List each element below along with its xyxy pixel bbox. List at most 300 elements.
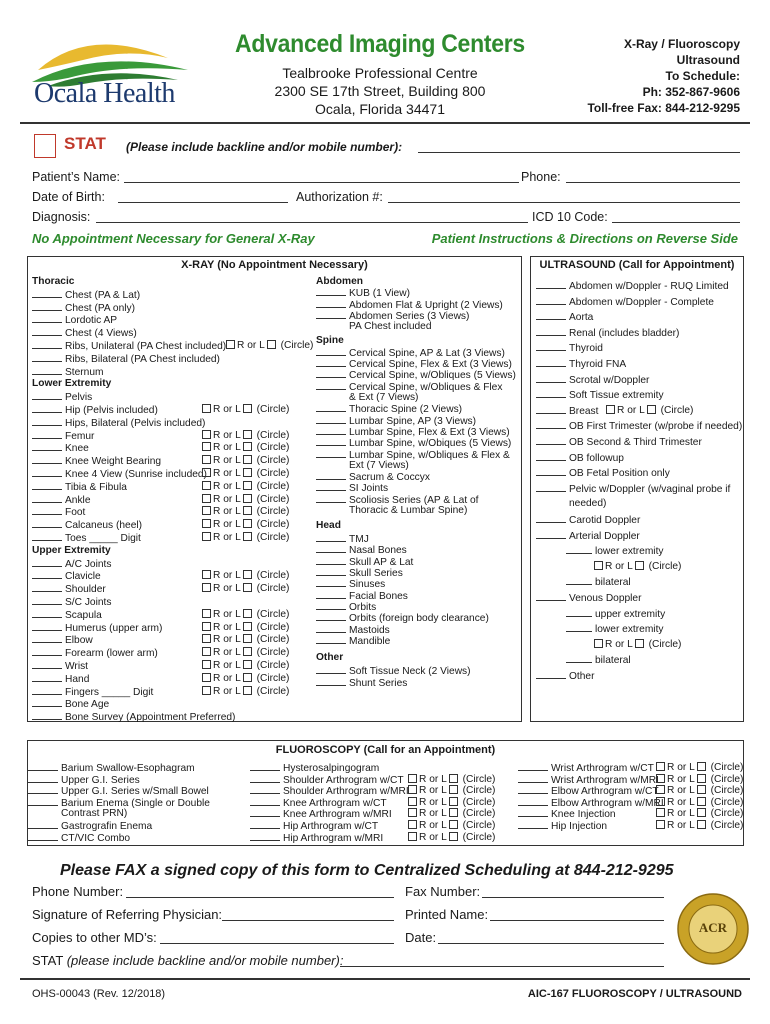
left-checkbox[interactable]	[243, 673, 252, 682]
order-item-label: Lordotic AP	[65, 315, 118, 327]
order-checkline[interactable]	[250, 832, 280, 841]
left-checkbox[interactable]	[243, 506, 252, 515]
order-checkline[interactable]	[316, 310, 346, 319]
order-item	[32, 442, 89, 455]
order-checkline[interactable]	[316, 403, 346, 412]
order-item-label: Thoracic Spine (2 Views)	[349, 404, 463, 416]
order-item-label: Lumbar Spine, AP (3 Views)	[349, 415, 477, 427]
order-checkline[interactable]	[32, 404, 62, 413]
form-name: AIC-167 FLUOROSCOPY / ULTRASOUND	[527, 988, 742, 1000]
left-checkbox[interactable]	[243, 634, 252, 643]
left-checkbox[interactable]	[243, 468, 252, 477]
order-checkline[interactable]	[28, 820, 58, 829]
left-checkbox[interactable]	[635, 561, 644, 570]
right-checkbox[interactable]	[594, 561, 603, 570]
fax-instructions: Please FAX a signed copy of this form to Centralized Scheduling at 844-212-9295	[60, 862, 674, 879]
order-checkline[interactable]	[32, 634, 62, 643]
order-checkline[interactable]	[536, 452, 566, 461]
left-checkbox[interactable]	[243, 686, 252, 695]
order-checkline[interactable]	[316, 482, 346, 491]
order-item-label: Knee 4 View (Sunrise included)	[65, 469, 207, 480]
date-field[interactable]	[438, 943, 664, 944]
order-item-label: Carotid Doppler	[569, 515, 641, 526]
right-checkbox[interactable]	[202, 660, 211, 669]
order-item-label: Femur	[65, 430, 95, 442]
order-item-label: Abdomen Series (3 Views)	[349, 310, 470, 322]
order-checkline[interactable]	[32, 570, 62, 579]
order-checkline[interactable]	[32, 289, 62, 298]
order-checkline[interactable]	[536, 670, 566, 679]
order-checkline[interactable]	[316, 567, 346, 576]
order-checkline[interactable]	[566, 576, 592, 585]
order-checkline[interactable]	[316, 533, 346, 542]
left-checkbox[interactable]	[449, 785, 458, 794]
order-checkline[interactable]	[32, 596, 62, 605]
left-checkbox[interactable]	[243, 660, 252, 669]
order-item-label: Nasal Bones	[349, 545, 407, 557]
left-checkbox[interactable]	[697, 762, 706, 771]
order-item	[536, 311, 593, 324]
order-item-label: Pelvis	[65, 392, 93, 404]
order-checkline[interactable]	[316, 381, 346, 390]
left-checkbox[interactable]	[697, 808, 706, 817]
phone-number-label: Phone Number:	[32, 884, 124, 899]
order-checkline[interactable]	[316, 415, 346, 424]
order-item	[536, 327, 679, 340]
order-checkline[interactable]	[566, 545, 592, 554]
order-checkline[interactable]	[536, 280, 566, 289]
side-label: R or L	[213, 519, 241, 531]
order-item	[536, 514, 640, 527]
order-item	[536, 592, 642, 605]
order-item	[32, 391, 92, 404]
order-item	[536, 436, 702, 449]
diagnosis-field[interactable]	[96, 222, 528, 223]
section-other: Other	[316, 652, 344, 664]
phone-field[interactable]	[566, 182, 740, 183]
order-item	[32, 327, 137, 340]
order-item-label: Knee Weight Bearing	[65, 456, 162, 468]
order-checkline[interactable]	[250, 797, 280, 806]
side-selector	[202, 519, 289, 530]
right-checkbox[interactable]	[202, 430, 211, 439]
order-checkline[interactable]	[32, 353, 62, 362]
order-checkline[interactable]	[536, 311, 566, 320]
right-checkbox[interactable]	[202, 481, 211, 490]
left-checkbox[interactable]	[243, 430, 252, 439]
order-item	[566, 545, 664, 558]
right-checkbox[interactable]	[202, 455, 211, 464]
order-item-label: Shunt Series	[349, 677, 408, 689]
left-checkbox[interactable]	[267, 340, 276, 349]
circle-label: (Circle)	[253, 570, 290, 582]
authorization-field[interactable]	[388, 202, 740, 203]
order-checkline[interactable]	[32, 417, 62, 426]
order-checkline[interactable]	[250, 785, 280, 794]
order-item	[32, 506, 85, 519]
order-item-label: Cervical Spine, w/Obliques & Flex	[349, 381, 503, 393]
order-checkline[interactable]	[518, 762, 548, 771]
order-item	[566, 576, 631, 589]
order-item-label: Forearm (lower arm)	[65, 648, 158, 660]
order-item-label: Toes _____ Digit	[65, 533, 141, 544]
order-checkline[interactable]	[32, 583, 62, 592]
order-checkline[interactable]	[32, 558, 62, 567]
order-checkline[interactable]	[316, 358, 346, 367]
circle-label: (Circle)	[253, 442, 290, 454]
section-head: Head	[316, 520, 341, 532]
order-checkline[interactable]	[518, 785, 548, 794]
right-checkbox[interactable]	[202, 583, 211, 592]
right-checkbox[interactable]	[202, 673, 211, 682]
order-item	[32, 570, 101, 583]
circle-label: (Circle)	[253, 455, 290, 467]
order-checkline[interactable]	[518, 820, 548, 829]
circle-label: (Circle)	[253, 480, 290, 492]
right-checkbox[interactable]	[408, 820, 417, 829]
order-checkline[interactable]	[536, 342, 566, 351]
side-selector	[594, 561, 681, 572]
right-checkbox[interactable]	[656, 785, 665, 794]
right-checkbox[interactable]	[202, 686, 211, 695]
side-label: R or L	[667, 762, 695, 773]
side-selector	[202, 506, 289, 517]
side-selector	[202, 481, 289, 492]
fax-number-field[interactable]	[482, 897, 664, 898]
order-checkline[interactable]	[316, 437, 346, 446]
order-checkline[interactable]	[536, 592, 566, 601]
order-checkline[interactable]	[536, 374, 566, 383]
order-checkline[interactable]	[32, 314, 62, 323]
left-checkbox[interactable]	[243, 647, 252, 656]
side-selector	[202, 468, 289, 479]
order-item-label: Fingers _____ Digit	[65, 686, 154, 698]
order-checkline[interactable]	[536, 358, 566, 367]
side-label: R or L	[213, 608, 241, 620]
order-checkline[interactable]	[32, 391, 62, 400]
order-checkline[interactable]	[32, 711, 62, 720]
order-item-label: Renal (includes bladder)	[569, 327, 680, 339]
order-item	[32, 468, 207, 481]
right-checkbox[interactable]	[408, 797, 417, 806]
order-checkline[interactable]	[32, 468, 62, 477]
right-checkbox[interactable]	[202, 622, 211, 631]
right-checkbox[interactable]	[606, 405, 615, 414]
order-checkline[interactable]	[536, 420, 566, 429]
order-item	[536, 342, 603, 355]
left-checkbox[interactable]	[243, 442, 252, 451]
order-item-label: Skull Series	[349, 568, 403, 579]
order-checkline[interactable]	[316, 544, 346, 553]
left-checkbox[interactable]	[449, 832, 458, 841]
order-checkline[interactable]	[536, 405, 566, 414]
right-checkbox[interactable]	[656, 820, 665, 829]
order-checkline[interactable]	[316, 677, 346, 686]
order-checkline[interactable]	[32, 430, 62, 439]
order-item-label: OB First Trimester (w/probe if needed)	[569, 421, 743, 433]
order-item	[316, 505, 467, 517]
left-checkbox[interactable]	[697, 820, 706, 829]
circle-label: (Circle)	[707, 796, 744, 808]
side-label: R or L	[213, 570, 241, 582]
order-checkline[interactable]	[28, 797, 58, 806]
order-checkline[interactable]	[316, 369, 346, 378]
order-checkline[interactable]	[28, 774, 58, 783]
left-checkbox[interactable]	[243, 622, 252, 631]
order-checkline[interactable]	[536, 467, 566, 476]
order-checkline[interactable]	[566, 654, 592, 663]
side-label: R or L	[605, 638, 633, 650]
order-checkline[interactable]	[32, 673, 62, 682]
left-checkbox[interactable]	[243, 583, 252, 592]
left-checkbox[interactable]	[449, 820, 458, 829]
left-checkbox[interactable]	[697, 797, 706, 806]
order-checkline[interactable]	[316, 287, 346, 296]
order-item-label: Arterial Doppler	[569, 530, 640, 542]
left-checkbox[interactable]	[449, 774, 458, 783]
order-checkline[interactable]	[32, 609, 62, 618]
order-item-label: Thoracic & Lumbar Spine)	[349, 505, 468, 516]
right-checkbox[interactable]	[226, 340, 235, 349]
order-checkline[interactable]	[250, 762, 280, 771]
left-checkbox[interactable]	[243, 519, 252, 528]
order-checkline[interactable]	[316, 449, 346, 458]
order-checkline[interactable]	[536, 530, 566, 539]
order-checkline[interactable]	[32, 647, 62, 656]
right-checkbox[interactable]	[202, 532, 211, 541]
right-checkbox[interactable]	[202, 519, 211, 528]
order-checkline[interactable]	[566, 623, 592, 632]
right-checkbox[interactable]	[202, 570, 211, 579]
right-checkbox[interactable]	[408, 785, 417, 794]
circle-label: (Circle)	[253, 608, 290, 620]
left-checkbox[interactable]	[449, 808, 458, 817]
order-checkline[interactable]	[316, 612, 346, 621]
order-checkline[interactable]	[32, 622, 62, 631]
order-checkline[interactable]	[32, 698, 62, 707]
signature-field[interactable]	[222, 920, 394, 921]
left-checkbox[interactable]	[243, 609, 252, 618]
circle-label: (Circle)	[645, 560, 682, 572]
order-checkline[interactable]	[28, 832, 58, 841]
left-checkbox[interactable]	[635, 639, 644, 648]
order-checkline[interactable]	[250, 820, 280, 829]
order-item-label: Hand	[65, 673, 90, 685]
order-checkline[interactable]	[316, 624, 346, 633]
order-item-label: OB Second & Third Trimester	[569, 437, 702, 448]
circle-label: (Circle)	[459, 808, 496, 820]
order-item-label: Sinuses	[349, 579, 386, 591]
order-checkline[interactable]	[32, 455, 62, 464]
order-item-label: Humerus (upper arm)	[65, 622, 163, 634]
order-item-label: Ankle	[65, 494, 91, 506]
order-checkline[interactable]	[316, 299, 346, 308]
order-item	[536, 389, 664, 402]
patient-name-field[interactable]	[124, 182, 519, 183]
right-checkbox[interactable]	[202, 442, 211, 451]
order-checkline[interactable]	[32, 519, 62, 528]
side-label: R or L	[213, 660, 241, 671]
circle-label: (Circle)	[459, 796, 496, 808]
order-checkline[interactable]	[316, 471, 346, 480]
left-checkbox[interactable]	[243, 404, 252, 413]
left-checkbox[interactable]	[243, 481, 252, 490]
side-selector	[202, 455, 289, 466]
order-item	[536, 467, 670, 480]
order-checkline[interactable]	[32, 327, 62, 336]
order-item-label: Soft Tissue Neck (2 Views)	[349, 665, 471, 677]
dob-field[interactable]	[118, 202, 288, 203]
order-checkline[interactable]	[518, 797, 548, 806]
side-selector	[226, 340, 313, 351]
order-checkline[interactable]	[32, 442, 62, 451]
right-checkbox[interactable]	[656, 797, 665, 806]
order-item-label: Lumbar Spine, Flex & Ext (3 Views)	[349, 426, 510, 438]
right-checkbox[interactable]	[202, 634, 211, 643]
order-checkline[interactable]	[536, 296, 566, 305]
order-checkline[interactable]	[536, 327, 566, 336]
order-item-label: Sternum	[65, 366, 104, 378]
left-checkbox[interactable]	[243, 494, 252, 503]
right-checkbox[interactable]	[408, 774, 417, 783]
order-checkline[interactable]	[32, 481, 62, 490]
order-checkline[interactable]	[32, 302, 62, 311]
order-item-label: KUB (1 View)	[349, 288, 410, 300]
order-checkline[interactable]	[316, 556, 346, 565]
left-checkbox[interactable]	[243, 455, 252, 464]
stat-number-field[interactable]	[418, 152, 740, 153]
order-item-label: Chest (4 Views)	[65, 328, 137, 340]
order-item	[32, 596, 111, 609]
no-appointment-notice: No Appointment Necessary for General X-Ray	[32, 231, 315, 246]
right-checkbox[interactable]	[656, 808, 665, 817]
circle-label: (Circle)	[253, 621, 290, 633]
order-item-label: Orbits (foreign body clearance)	[349, 613, 489, 625]
order-checkline[interactable]	[316, 601, 346, 610]
right-checkbox[interactable]	[656, 762, 665, 771]
order-checkline[interactable]	[316, 347, 346, 356]
left-checkbox[interactable]	[243, 570, 252, 579]
circle-label: (Circle)	[277, 340, 314, 351]
footer-divider	[20, 978, 750, 980]
order-checkline[interactable]	[28, 762, 58, 771]
order-item-label: Cervical Spine, Flex & Ext (3 Views)	[349, 359, 512, 371]
stat-checkbox[interactable]	[34, 134, 56, 158]
circle-label: (Circle)	[253, 506, 290, 518]
order-checkline[interactable]	[536, 514, 566, 523]
order-checkline[interactable]	[32, 366, 62, 375]
stat-label: STAT	[64, 134, 106, 153]
phone-label: Phone:	[521, 170, 561, 184]
order-item	[32, 353, 220, 366]
dob-label: Date of Birth:	[32, 190, 105, 204]
printed-name-field[interactable]	[490, 920, 664, 921]
order-checkline[interactable]	[518, 808, 548, 817]
right-checkbox[interactable]	[202, 404, 211, 413]
fluoroscopy-title: FLUOROSCOPY (Call for an Appointment)	[275, 744, 496, 756]
side-selector	[202, 442, 289, 453]
order-item-label: A/C Joints	[65, 558, 112, 570]
order-item-label: Bone Survey (Appointment Preferred)	[65, 712, 236, 724]
order-checkline[interactable]	[32, 686, 62, 695]
side-selector	[408, 785, 495, 796]
side-selector	[202, 583, 289, 594]
order-checkline[interactable]	[536, 436, 566, 445]
order-checkline[interactable]	[536, 483, 566, 492]
right-checkbox[interactable]	[202, 647, 211, 656]
order-item	[32, 647, 158, 660]
circle-label: (Circle)	[707, 762, 744, 773]
order-checkline[interactable]	[250, 808, 280, 817]
side-selector	[202, 673, 289, 684]
order-checkline[interactable]	[316, 590, 346, 599]
right-checkbox[interactable]	[408, 808, 417, 817]
left-checkbox[interactable]	[449, 797, 458, 806]
svg-text:ACR: ACR	[698, 920, 728, 935]
order-checkline[interactable]	[32, 340, 62, 349]
side-selector	[656, 808, 743, 819]
left-checkbox[interactable]	[697, 774, 706, 783]
right-checkbox[interactable]	[408, 832, 417, 841]
copies-label: Copies to other MD’s:	[32, 930, 157, 945]
right-checkbox[interactable]	[202, 494, 211, 503]
order-checkline[interactable]	[32, 506, 62, 515]
left-checkbox[interactable]	[647, 405, 656, 414]
order-checkline[interactable]	[536, 389, 566, 398]
order-checkline[interactable]	[316, 635, 346, 644]
order-item-label: OB Fetal Position only	[569, 468, 670, 480]
order-item-label: Orbits	[349, 601, 377, 613]
order-item-label: Contrast PRN)	[61, 808, 128, 820]
order-checkline[interactable]	[250, 774, 280, 783]
right-checkbox[interactable]	[202, 468, 211, 477]
order-checkline[interactable]	[32, 532, 62, 541]
order-checkline[interactable]	[32, 494, 62, 503]
footer-stat-field[interactable]	[340, 966, 664, 967]
address	[210, 64, 550, 118]
logo-text: Ocala Health	[34, 78, 175, 109]
xray-title: X-RAY (No Appointment Necessary)	[181, 259, 368, 271]
left-checkbox[interactable]	[243, 532, 252, 541]
order-checkline[interactable]	[28, 785, 58, 794]
order-item-label: Chest (PA only)	[65, 302, 136, 314]
copies-field[interactable]	[160, 943, 394, 944]
right-checkbox[interactable]	[656, 774, 665, 783]
order-item	[536, 280, 729, 293]
icd-field[interactable]	[612, 222, 740, 223]
order-checkline[interactable]	[32, 660, 62, 669]
order-item-label: Skull AP & Lat	[349, 556, 414, 568]
order-checkline[interactable]	[518, 774, 548, 783]
right-checkbox[interactable]	[202, 506, 211, 515]
section-upper-extremity: Upper Extremity	[32, 544, 111, 556]
order-item-label: Elbow	[65, 635, 93, 647]
right-checkbox[interactable]	[202, 609, 211, 618]
phone-number-field[interactable]	[126, 897, 394, 898]
order-checkline[interactable]	[316, 665, 346, 674]
order-checkline[interactable]	[566, 608, 592, 617]
order-item	[32, 634, 93, 647]
printed-name-label: Printed Name:	[405, 907, 489, 922]
order-checkline[interactable]	[316, 578, 346, 587]
order-checkline[interactable]	[316, 426, 346, 435]
side-label: R or L	[213, 647, 241, 659]
order-checkline[interactable]	[316, 494, 346, 503]
order-item-label: Sacrum & Coccyx	[349, 472, 430, 484]
left-checkbox[interactable]	[697, 785, 706, 794]
right-checkbox[interactable]	[594, 639, 603, 648]
circle-label: (Circle)	[253, 519, 290, 531]
